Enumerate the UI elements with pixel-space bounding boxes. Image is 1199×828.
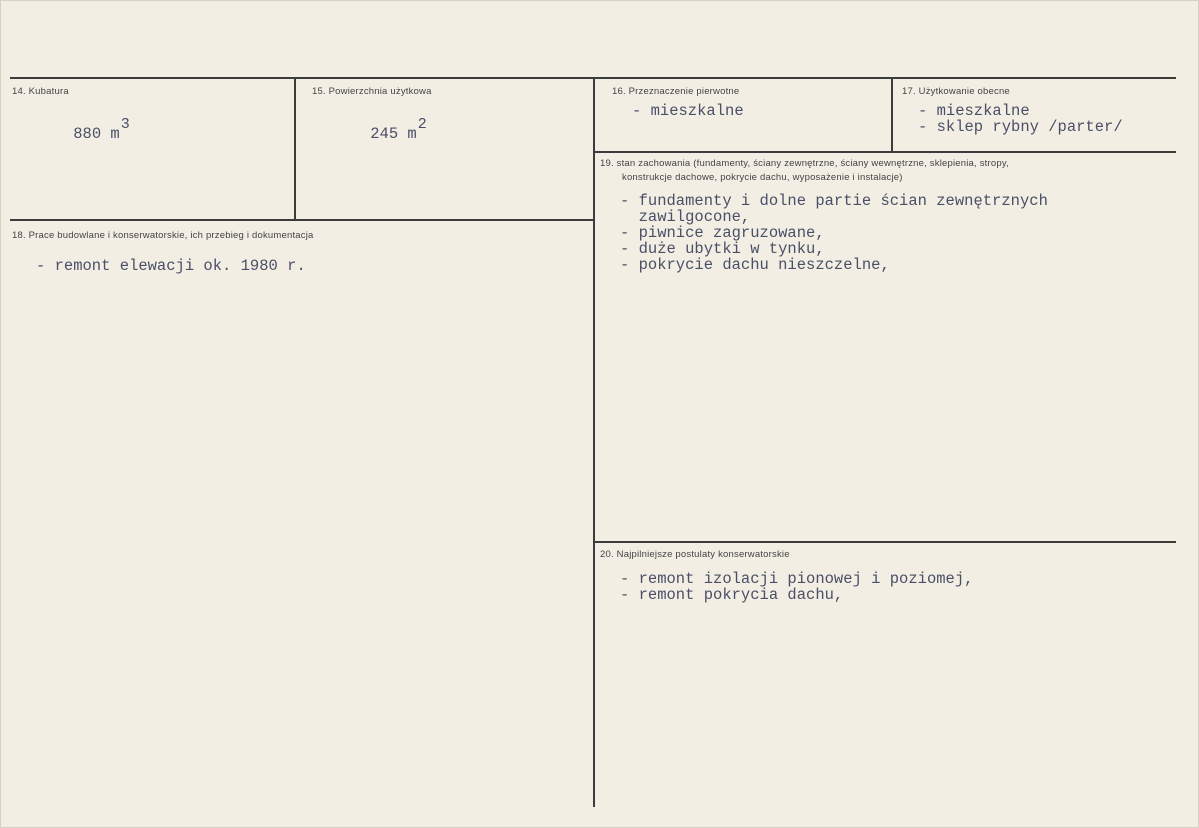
rule-19-top	[594, 151, 1176, 153]
list-item: - remont pokrycia dachu,	[620, 586, 844, 604]
list-item: - mieszkalne	[918, 102, 1030, 120]
list-item: - piwnice zagruzowane,	[620, 224, 825, 242]
field-20-list	[620, 571, 973, 603]
field-16-list	[632, 103, 744, 119]
list-item: - pokrycie dachu nieszczelne,	[620, 256, 890, 274]
rule-18-top	[10, 219, 594, 221]
field-20-label: 20. Najpilniejsze postulaty konserwatorskie	[600, 549, 790, 560]
field-19-list	[620, 193, 1048, 273]
area-exponent: 2	[417, 116, 427, 133]
field-15-value	[333, 110, 427, 159]
field-15-label: 15. Powierzchnia użytkowa	[312, 86, 432, 97]
field-18-list	[36, 258, 306, 274]
field-17-label: 17. Użytkowanie obecne	[902, 86, 1010, 97]
list-item: - mieszkalne	[632, 102, 744, 120]
area-value: 245 m	[370, 125, 417, 143]
volume-exponent: 3	[120, 116, 130, 133]
field-19-label-line1: 19. stan zachowania (fundamenty, ściany zewnętrzne, ściany wewnętrzne, sklepienia, stropy,	[600, 158, 1009, 169]
divider-14-15	[294, 77, 296, 220]
field-16-label: 16. Przeznaczenie pierwotne	[612, 86, 740, 97]
field-14-label: 14. Kubatura	[12, 86, 69, 97]
list-item: - sklep rybny /parter/	[918, 118, 1123, 136]
list-item: - fundamenty i dolne partie ścian zewnętrznych	[620, 192, 1048, 210]
list-item: zawilgocone,	[620, 208, 751, 226]
field-17-list	[918, 103, 1123, 135]
volume-value: 880 m	[73, 125, 120, 143]
field-18-label: 18. Prace budowlane i konserwatorskie, ich przebieg i dokumentacja	[12, 230, 314, 241]
list-item: - remont izolacji pionowej i poziomej,	[620, 570, 974, 588]
list-item: - duże ubytki w tynku,	[620, 240, 825, 258]
field-14-value	[36, 110, 130, 159]
divider-main	[593, 77, 595, 807]
list-item: - remont elewacji ok. 1980 r.	[36, 257, 306, 275]
divider-16-17	[891, 77, 893, 152]
field-19-label-line2: konstrukcje dachowe, pokrycie dachu, wyposażenie i instalacje)	[622, 172, 903, 183]
rule-20-top	[594, 541, 1176, 543]
